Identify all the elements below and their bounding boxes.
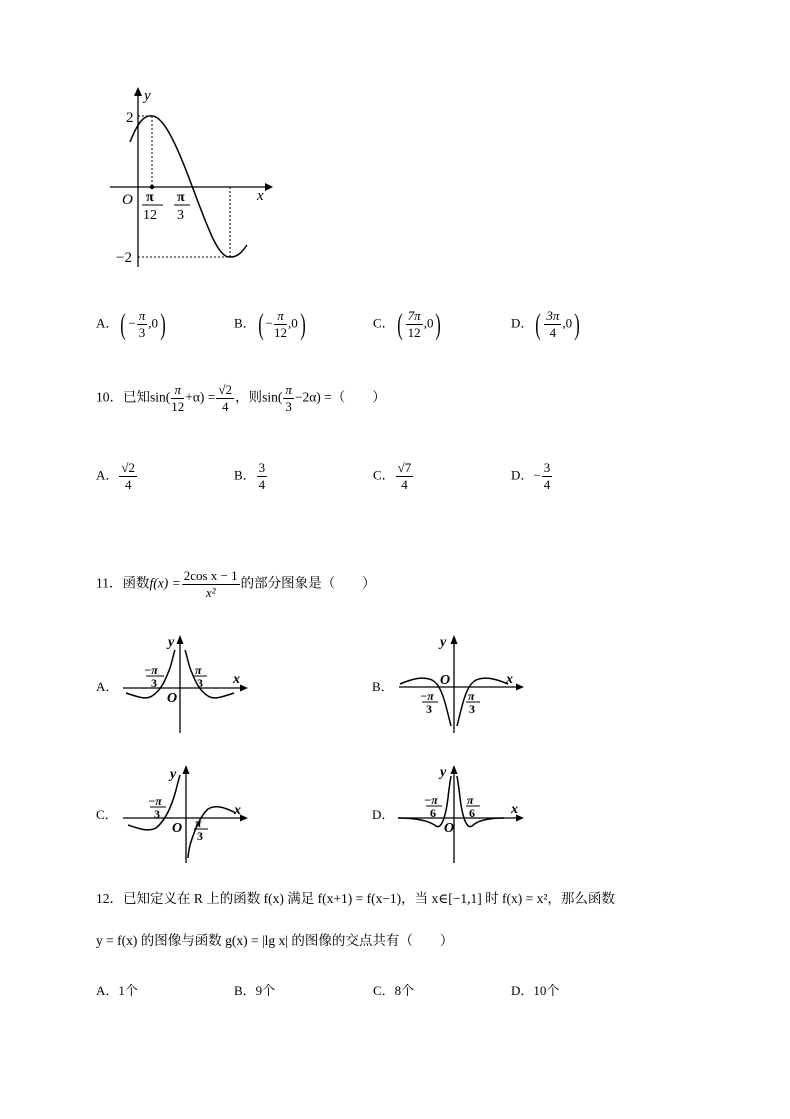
- q10-option-a[interactable]: A． $\frac{√2}{4}$: [96, 460, 136, 492]
- svg-text:x: x: [511, 802, 518, 817]
- option-letter: A．: [96, 315, 119, 331]
- x-axis-label: x: [257, 188, 264, 204]
- q11-graph-c[interactable]: [118, 760, 253, 865]
- tick2-num: π: [177, 190, 185, 205]
- svg-text:y: y: [440, 765, 447, 780]
- svg-text:y: y: [170, 767, 177, 782]
- tick1-dot: [150, 185, 154, 189]
- q12-option-b[interactable]: B．9个: [234, 983, 276, 998]
- svg-text:6: 6: [469, 806, 475, 820]
- tick1-den: 12: [143, 208, 157, 223]
- svg-text:O: O: [167, 691, 178, 706]
- svg-text:π: π: [195, 663, 202, 677]
- svg-text:−π: −π: [420, 689, 434, 703]
- q9-option-a[interactable]: A．( − $\frac{\pi}{3}$ ,0): [96, 307, 166, 341]
- svg-text:y: y: [168, 635, 175, 650]
- svg-text:−π: −π: [144, 663, 158, 677]
- svg-text:x: x: [233, 672, 240, 687]
- option-letter: D．: [511, 315, 534, 331]
- tick1-num: π: [146, 190, 154, 205]
- q11-letter-c[interactable]: C．: [96, 807, 118, 822]
- q11-stem: 11．函数f(x) = $\frac{\text{2cos x − 1}}{\text{x²}}$ 的部分图象是（ ）: [96, 568, 376, 600]
- svg-text:O: O: [444, 821, 455, 836]
- svg-text:3: 3: [197, 829, 203, 843]
- svg-text:O: O: [440, 673, 451, 688]
- svg-text:−π: −π: [424, 793, 438, 807]
- svg-text:6: 6: [430, 806, 436, 820]
- svg-text:−π: −π: [148, 794, 162, 808]
- svg-text:O: O: [172, 821, 183, 836]
- svg-text:3: 3: [154, 807, 160, 821]
- svg-text:x: x: [506, 672, 513, 687]
- x-axis-arrow: [265, 183, 273, 191]
- q11-graph-a[interactable]: [118, 630, 253, 735]
- q12-option-d[interactable]: D．10个: [511, 983, 560, 998]
- q10-option-c[interactable]: C． $\frac{√7}{4}$: [373, 460, 412, 492]
- svg-text:π: π: [467, 793, 474, 807]
- option-letter: B．: [234, 315, 256, 331]
- q9-option-d[interactable]: D．( $\frac{3\pi}{4}$ ,0): [511, 307, 580, 341]
- q12-line2: y = f(x) 的图像与函数 g(x) = |lg x| 的图像的交点共有（ ）: [96, 933, 454, 948]
- svg-text:π: π: [468, 689, 475, 703]
- q12-line1: 12．已知定义在 R 上的函数 f(x) 满足 f(x+1) = f(x−1)，当 x∈[−1,1] 时 f(x) = x²，那么函数: [96, 891, 615, 906]
- q10-stem: 10．已知sin( $\frac{\pi}{12}$ +α) = $\frac{√2}{4}$ ，则sin( $\frac{\pi}{3}$ −2α) =（ ）: [96, 382, 386, 414]
- svg-text:3: 3: [197, 676, 203, 690]
- q12-option-c[interactable]: C．8个: [373, 983, 415, 998]
- tick2-den: 3: [177, 208, 184, 223]
- q11-graph-b[interactable]: [394, 630, 529, 735]
- q9-option-c[interactable]: C．( $\frac{7\pi}{12}$ ,0): [373, 307, 442, 341]
- y-axis-arrow: [134, 87, 142, 96]
- q11-letter-b[interactable]: B．: [372, 679, 394, 694]
- q9-option-b[interactable]: B．( − $\frac{\pi}{12}$ ,0): [234, 307, 306, 341]
- origin-label: O: [122, 192, 133, 208]
- q11-letter-d[interactable]: D．: [372, 807, 395, 822]
- svg-text:π: π: [195, 816, 202, 830]
- option-letter: C．: [373, 315, 395, 331]
- svg-text:3: 3: [426, 702, 432, 716]
- svg-text:3: 3: [469, 702, 475, 716]
- q12-option-a[interactable]: A．1个: [96, 983, 138, 998]
- q10-option-d[interactable]: D．− $\frac{3}{4}$: [511, 460, 551, 492]
- q11-letter-a[interactable]: A．: [96, 679, 119, 694]
- q10-option-b[interactable]: B． $\frac{3}{4}$: [234, 460, 266, 492]
- svg-text:y: y: [440, 635, 447, 650]
- q9-graph: [100, 82, 280, 272]
- y-axis-label: y: [144, 88, 151, 104]
- y-max-label: 2: [126, 110, 134, 126]
- y-min-label: −2: [116, 250, 132, 266]
- q11-graph-d[interactable]: [394, 760, 529, 865]
- svg-text:x: x: [234, 803, 241, 818]
- svg-text:3: 3: [151, 676, 157, 690]
